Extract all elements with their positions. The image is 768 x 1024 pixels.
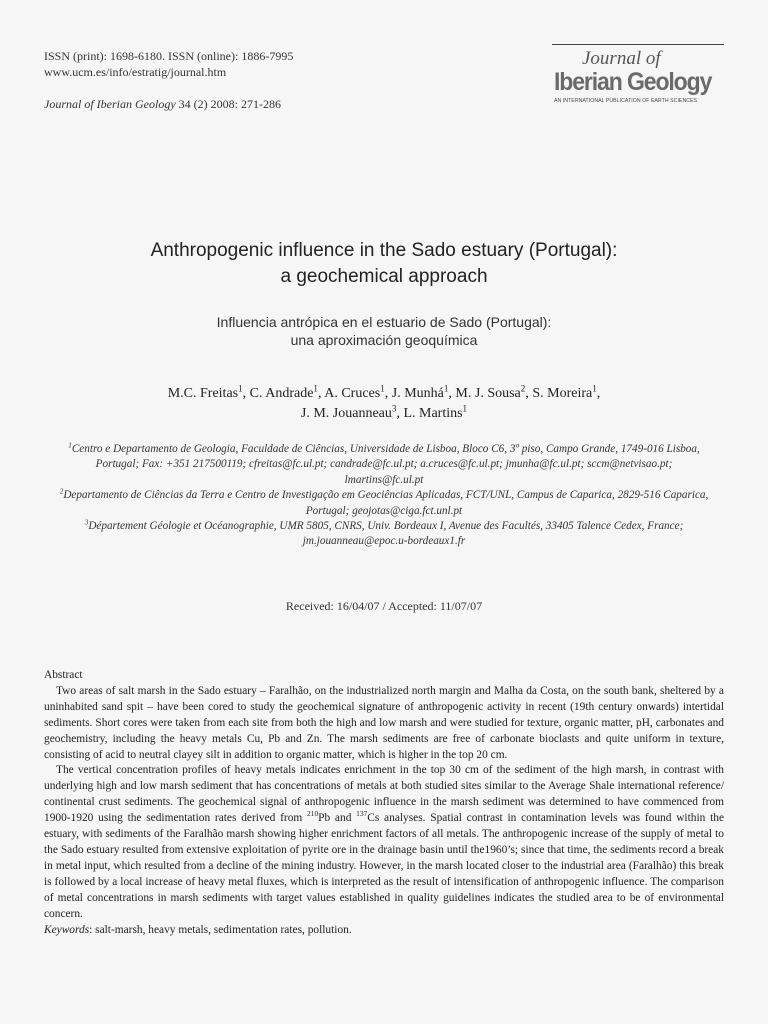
author-list [0,384,768,424]
author: L. Martins$^1$ [403,403,468,421]
paper-title [0,238,768,290]
keywords-label: Keywords [44,923,90,936]
logo-iberian-geology: Iberian Geology [554,68,712,96]
author: C. Andrade$^1$, [249,383,325,401]
received-accepted-dates: Received: 16/04/07 / Accepted: 11/07/07 [285,599,483,613]
affiliation: $^3$Département Géologie et Océanographie, UMR 5805, CNRS, Univ. Bordeaux I, Avenue des Facultés, 33405 Talence Cedex, France; jm.jouanneau@epoc.u-bordeaux1.fr [84,518,684,548]
journal-url[interactable]: www.ucm.es/info/estratig/journal.htm [44,65,227,79]
affiliation: $^2$Departamento de Ciências da Terra e Centro de Investigação em Geociências Aplicadas, FCT/UNL, Campus de Caparica, 2829-516 Caparica, Portugal; geojotas@ciga.fct.unl.pt [59,487,709,517]
author: M. J. Sousa$^2$, [455,383,533,401]
author-line-1 [0,384,768,404]
author: S. Moreira$^1$, [532,383,601,401]
paper-subtitle [0,313,768,349]
title-line-1: Anthropogenic influence in the Sado estuary (Portugal): [150,240,618,261]
author-line-2 [0,404,768,424]
abstract [44,668,724,938]
journal-citation [44,96,281,112]
citation-detail: 34 (2) 2008: 271-286 [175,97,281,111]
affiliations [58,442,710,550]
keywords-list: : salt-marsh, heavy metals, sedimentation rates, pollution. [89,923,352,936]
affiliation: $^1$Centro e Departamento de Geologia, Faculdade de Ciências, Universidade de Lisboa, Bloco C6, 3º piso, Campo Grande, 1749-016 Lisboa, Portugal; Fax: +351 217500119; cfreitas@fc.ul.pt; candrade@fc.ul.pt; a.cruces@fc.ul.pt; jmunha@fc.ul.pt; sccm@netvisao.pt; lmartins@fc.ul.pt [68,441,700,486]
abstract-paragraph-2: The vertical concentration profiles of heavy metals indicates enrichment in the top 30 cm of the sediment of the high marsh, in contrast with underlying high and low marsh sediment that has concentrations of metals at both studied sites similar to the Average Shale international reference/ continental crust sediments. The geochemical signal of anthropogenic influence in the marsh sediment was determined to have commenced from 1900-1920 using the sedimentation rates derived from $^{210}$Pb and $^{137}$Cs analyses. Spatial contrast in contamination levels was found within the estuary, with sediments of the Faralhão marsh showing higher enrichment factors of all metals. The anthropogenic increase of the supply of metal to the Sado estuary resulted from extensive exploitation of pyrite ore in the drainage basin until the1960’s; since that time, the sediments record a break in metal input, which resulted from a decline of the mining industry. However, in the marsh located closer to the industrial area (Faralhão) this break is followed by a local increase of heavy metal fluxes, which is interpreted as the result of intensification of anthropogenic influence. The comparison of metal concentrations in marsh sediments with target values established in quality guidelines indicates the studied area to be of environmental concern. [44,764,724,920]
subtitle-line-1: Influencia antrópica en el estuario de Sado (Portugal): [216,314,552,330]
author: J. M. Jouanneau$^3$, [300,403,404,421]
title-line-2: a geochemical approach [280,266,488,287]
keywords [44,923,724,939]
subtitle-line-2: una aproximación geoquímica [290,332,478,348]
author: M.C. Freitas$^1$, [167,383,250,401]
logo-tagline: AN INTERNATIONAL PUBLICATION OF EARTH SCIENCES [554,98,698,104]
logo-journal-of: Journal of [582,48,661,69]
author: J. Munhá$^1$, [391,383,456,401]
abstract-paragraph-1: Two areas of salt marsh in the Sado estuary – Faralhão, on the industrialized north margin and Malha da Costa, on the south bank, sheltered by a uninhabited sand spit – have been cored to study the geochemical signature of anthropogenic activity in recent (19th century onwards) intertidal sediments. Short cores were taken from each site from both the high and low marsh and were studied for texture, organic matter, pH, carbonates and geochemistry, including the heavy metals Cu, Pb and Zn. The marsh sediments are free of carbonate bioclasts and quite uniform in texture, consisting of acid to neutral clayey silt in addition to organic matter, which is higher in the top 20 cm. [44,684,724,761]
abstract-heading: Abstract [44,669,83,681]
logo-rule [552,44,724,45]
citation-journal-name: Journal of Iberian Geology [44,97,176,111]
issn-line: ISSN (print): 1698-6180. ISSN (online): 1886-7995 [44,49,294,63]
author: A. Cruces$^1$, [324,383,392,401]
journal-logo [552,44,724,108]
